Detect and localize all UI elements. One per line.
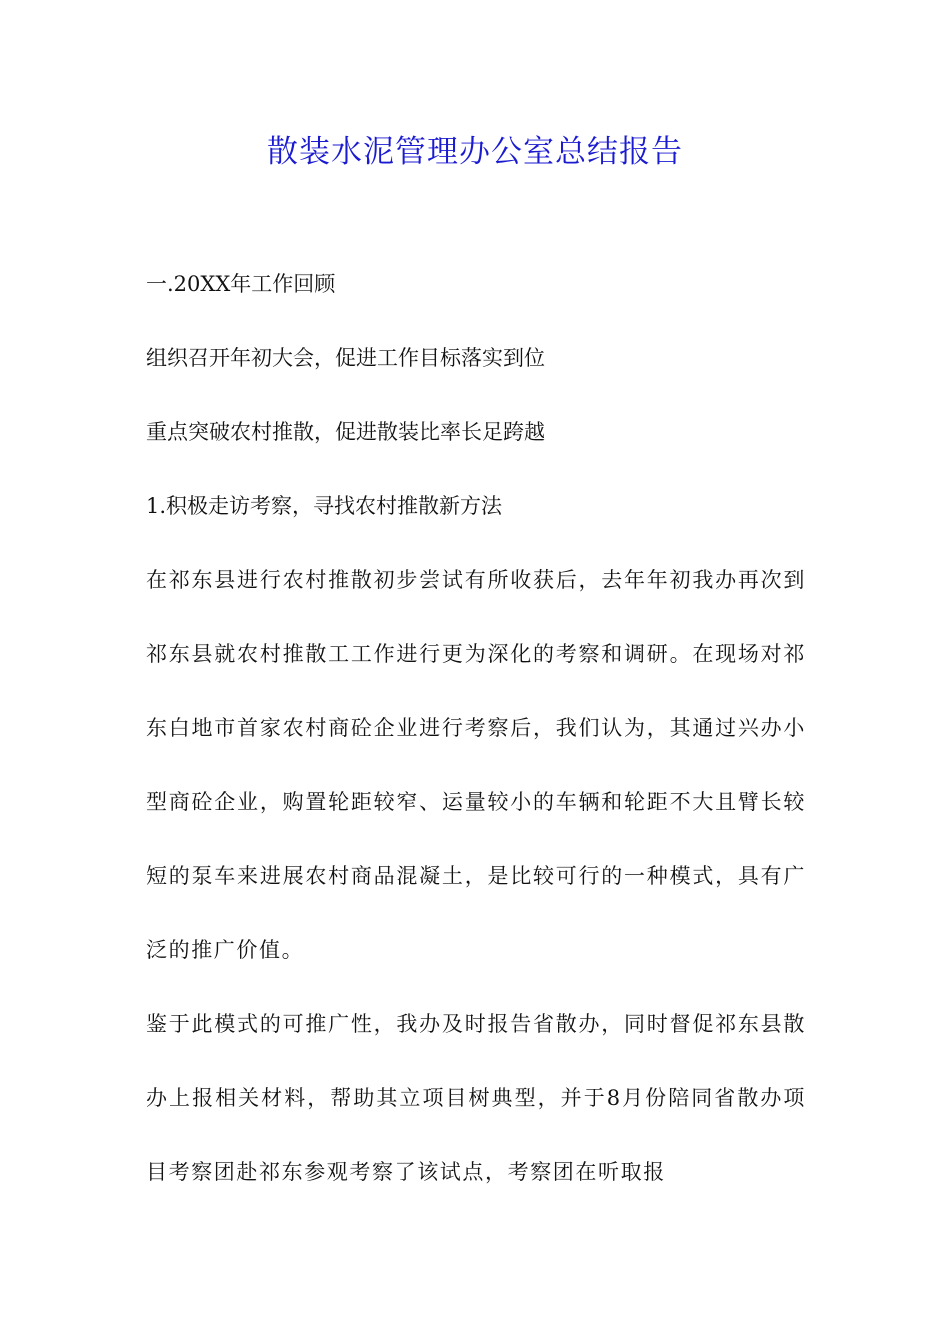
subheading-rural: 重点突破农村推散，促进散装比率长足跨越	[146, 420, 545, 444]
paragraph-promotion: 鉴于此模式的可推广性，我办及时报告省散办，同时督促祁东县散办上报相关材料，帮助其立项目树典型，并于8月份陪同省散办项目考察团赴祁东参观考察了该试点，考察团在听取报	[146, 1012, 806, 1184]
subheading-visit: 1.积极走访考察，寻找农村推散新方法	[146, 494, 503, 518]
section-heading: 一.20XX年工作回顾	[146, 272, 336, 296]
document-title: 散装水泥管理办公室总结报告	[267, 134, 683, 170]
document-body	[146, 262, 806, 1209]
paragraph-investigation: 在祁东县进行农村推散初步尝试有所收获后，去年年初我办再次到祁东县就农村推散工工作进行更为深化的考察和调研。在现场对祁东白地市首家农村商砼企业进行考察后，我们认为，其通过兴办小型商砼企业，购置轮距较窄、运量较小的车辆和轮距不大且臂长较短的泵车来进展农村商品混凝土，是比较可行的一种模式，具有广泛的推广价值。	[146, 568, 806, 962]
subheading-meeting: 组织召开年初大会，促进工作目标落实到位	[146, 346, 545, 370]
